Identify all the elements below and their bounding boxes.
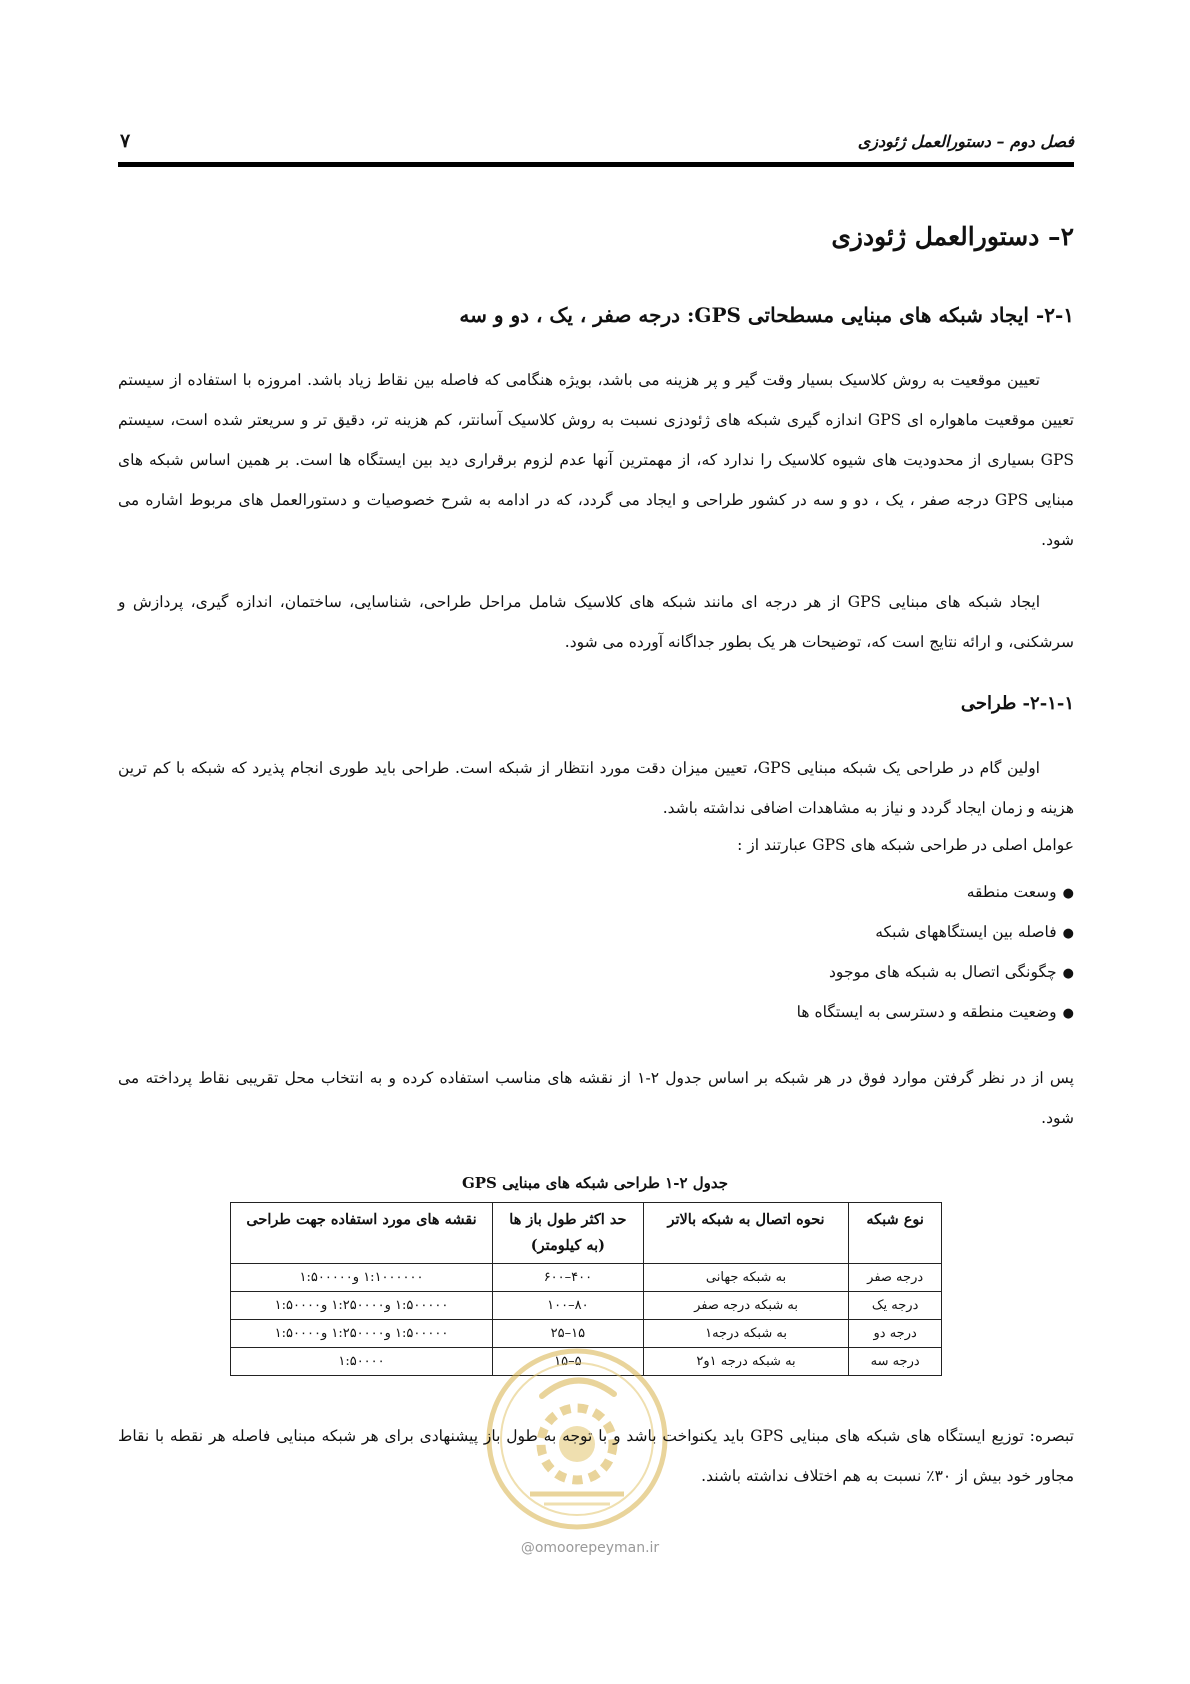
factors-list	[797, 872, 1074, 1032]
list-item: ●فاصله بین ایستگاههای شبکه	[797, 912, 1074, 952]
cell-maps: ۱:۵۰۰۰۰	[231, 1348, 493, 1376]
cell-baseline: ۵–۱۵	[492, 1348, 643, 1376]
map-selection-paragraph: پس از در نظر گرفتن موارد فوق در هر شبکه بر اساس جدول ۲-۱ از نقشه های مناسب استفاده کرده و به انتخاب محل تقریبی نقاط پرداخته می شود.	[118, 1069, 1074, 1127]
cell-type: درجه دو	[849, 1320, 942, 1348]
note-paragraph: تبصره: توزیع ایستگاه های شبکه های مبنایی GPS باید یکنواخت باشد و با توجه به طول باز پیشنهادی برای هر شبکه مبنایی فاصله هر نقطه با نقاط مجاور خود بیش از ۳۰٪ نسبت به هم اختلاف نداشته باشند.	[118, 1427, 1074, 1485]
header-rule	[118, 162, 1074, 167]
cell-maps: ۱:۵۰۰۰۰۰ و۱:۲۵۰۰۰۰ و۱:۵۰۰۰۰	[231, 1292, 493, 1320]
cell-connection: به شبکه جهانی	[643, 1264, 848, 1292]
section-heading: ۲– دستورالعمل ژئودزی	[831, 222, 1074, 251]
subsection-heading: ۲-۱- ایجاد شبکه های مبنایی مسطحاتی GPS: درجه صفر ، یک ، دو و سه	[459, 303, 1074, 327]
page-number: ۷	[120, 130, 131, 152]
cell-baseline: ۱۵–۲۵	[492, 1320, 643, 1348]
cell-type: درجه صفر	[849, 1264, 942, 1292]
cell-connection: به شبکه درجه ۱و۲	[643, 1348, 848, 1376]
watermark-url: @omoorepeyman.ir	[520, 1540, 660, 1556]
table-row	[231, 1292, 942, 1320]
table-caption: جدول ۲-۱ طراحی شبکه های مبنایی GPS	[461, 1174, 729, 1192]
chapter-title: فصل دوم – دستورالعمل ژئودزی	[857, 132, 1074, 151]
header-connection: نحوه اتصال به شبکه بالاتر	[643, 1203, 848, 1264]
header-network-type: نوع شبکه	[849, 1203, 942, 1264]
bullet-icon: ●	[1062, 926, 1074, 941]
header-maps: نقشه های مورد استفاده جهت طراحی	[231, 1203, 493, 1264]
cell-maps: ۱:۵۰۰۰۰۰ و۱:۲۵۰۰۰۰ و۱:۵۰۰۰۰	[231, 1320, 493, 1348]
bullet-icon: ●	[1062, 1006, 1074, 1021]
running-header	[118, 128, 1074, 160]
cell-type: درجه سه	[849, 1348, 942, 1376]
cell-type: درجه یک	[849, 1292, 942, 1320]
cell-maps: ۱:۱۰۰۰۰۰۰ و۱:۵۰۰۰۰۰	[231, 1264, 493, 1292]
cell-connection: به شبکه درجه صفر	[643, 1292, 848, 1320]
intro-paragraph: تعیین موقعیت به روش کلاسیک بسیار وقت گیر و پر هزینه می باشد، بویژه هنگامی که فاصله بین نقاط زیاد باشد. امروزه با استفاده از سیستم تعیین موقعیت ماهواره ای GPS اندازه گیری شبکه های ژئودزی نسبت به روش کلاسیک آسانتر، کم هزینه تر، دقیق تر و سریعتر شده است، سیستم GPS بسیاری از محدودیت های شیوه کلاسیک را ندارد که، از مهمترین آنها عدم لزوم برقراری دید بین ایستگاه ها است. بر همین اساس شبکه های مبنایی GPS درجه صفر ، یک ، دو و سه در کشور طراحی و ایجاد می گردد، که در ادامه به شرح خصوصیات و دستورالعمل های مربوط اشاره می شود.	[118, 371, 1074, 549]
list-item: ●وسعت منطقه	[797, 872, 1074, 912]
cell-baseline: ۸۰–۱۰۰	[492, 1292, 643, 1320]
factors-intro: عوامل اصلی در طراحی شبکه های GPS عبارتند از :	[737, 836, 1074, 854]
header-max-baseline: حد اکثر طول باز ها (به کیلومتر)	[492, 1203, 643, 1264]
cell-baseline: ۴۰۰–۶۰۰	[492, 1264, 643, 1292]
stages-paragraph: ایجاد شبکه های مبنایی GPS از هر درجه ای مانند شبکه های کلاسیک شامل مراحل طراحی، شناسایی، ساختمان، اندازه گیری، پردازش و سرشکنی، و ارائه نتایج است که، توضیحات هر یک بطور جداگانه آورده می شود.	[118, 593, 1074, 651]
list-item: ●وضعیت منطقه و دسترسی به ایستگاه ها	[797, 992, 1074, 1032]
design-heading: ۲-۱-۱- طراحی	[960, 693, 1074, 714]
list-item: ●چگونگی اتصال به شبکه های موجود	[797, 952, 1074, 992]
table-row	[231, 1264, 942, 1292]
cell-connection: به شبکه درجه۱	[643, 1320, 848, 1348]
table-header-row	[231, 1203, 942, 1264]
bullet-icon: ●	[1062, 966, 1074, 981]
design-paragraph: اولین گام در طراحی یک شبکه مبنایی GPS، تعیین میزان دقت مورد انتظار از شبکه است. طراحی باید طوری انجام پذیرد که شبکه با کم ترین هزینه و زمان ایجاد گردد و نیاز به مشاهدات اضافی نداشته باشد.	[118, 759, 1074, 817]
bullet-icon: ●	[1062, 886, 1074, 901]
